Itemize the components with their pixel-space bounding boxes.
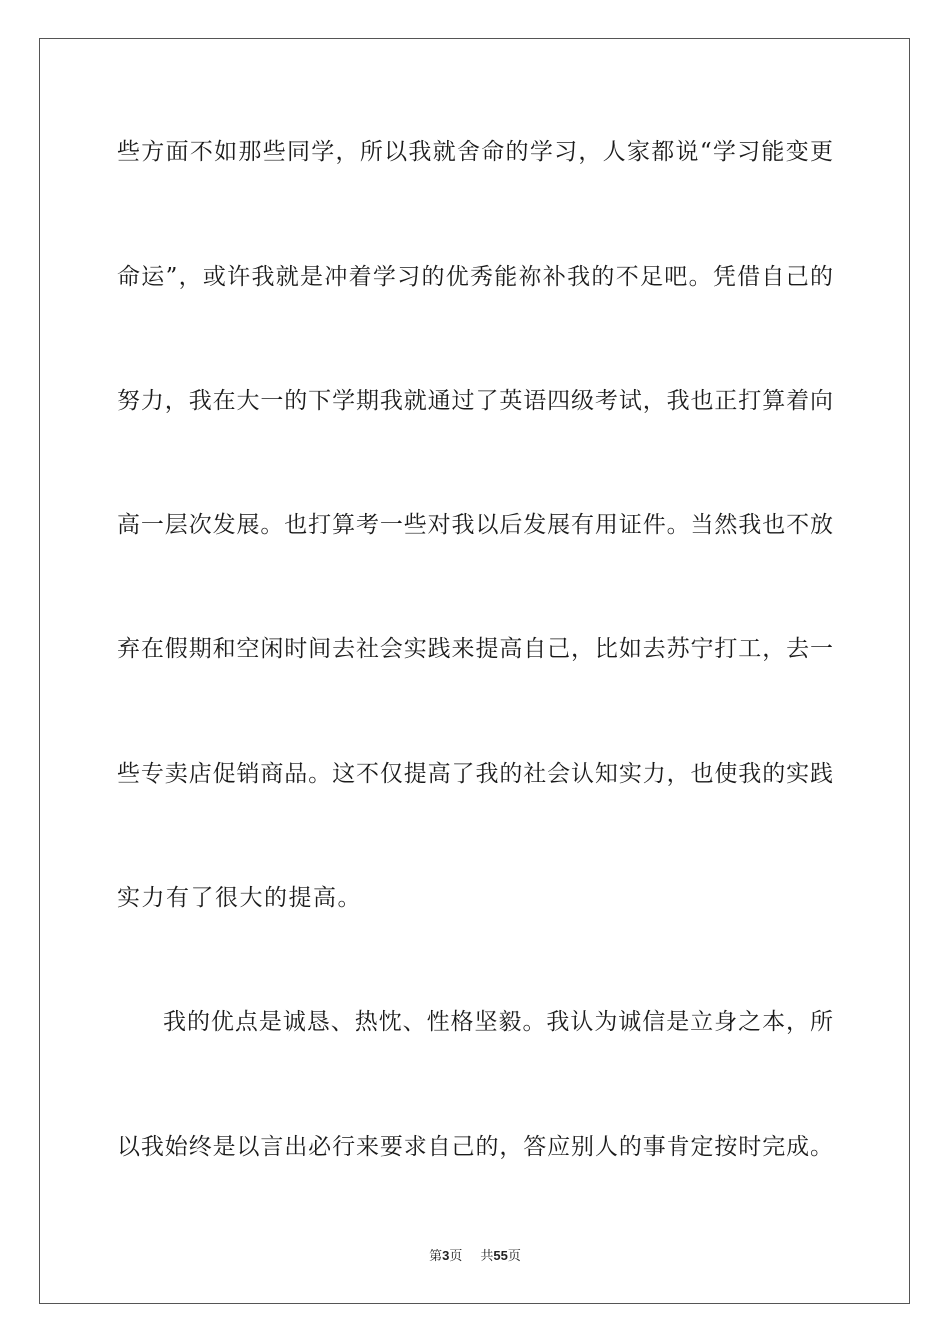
total-suffix: 页: [507, 1249, 521, 1264]
text-line-4: 高一层次发展。也打算考一些对我以后发展有用证件。当然我也不放: [117, 512, 833, 538]
total-prefix: 共: [480, 1249, 494, 1264]
page-prefix: 第: [429, 1249, 443, 1264]
text-line-5: 弃在假期和空闲时间去社会实践来提高自己，比如去苏宁打工，去一: [117, 636, 833, 662]
page-footer: [0, 1247, 950, 1266]
text-line-7: 实力有了很大的提高。: [117, 885, 362, 911]
text-line-2: 命运”，或许我就是冲着学习的优秀能祢补我的不足吧。凭借自己的: [117, 264, 833, 290]
text-line-9: 以我始终是以言出必行来要求自己的，答应别人的事肯定按时完成。: [117, 1134, 833, 1160]
total-pages: 55: [493, 1248, 508, 1263]
page-number: 3: [442, 1248, 450, 1263]
text-line-3: 努力，我在大一的下学期我就通过了英语四级考试，我也正打算着向: [117, 388, 833, 414]
page-border: [39, 38, 910, 1304]
text-line-1: 些方面不如那些同学，所以我就舍命的学习，人家都说“学习能变更: [117, 139, 833, 165]
page-suffix: 页: [449, 1249, 463, 1264]
text-line-6: 些专卖店促销商品。这不仅提高了我的社会认知实力，也使我的实践: [117, 761, 833, 787]
text-line-8: 我的优点是诚恳、热忱、性格坚毅。我认为诚信是立身之本，所: [163, 1009, 833, 1035]
